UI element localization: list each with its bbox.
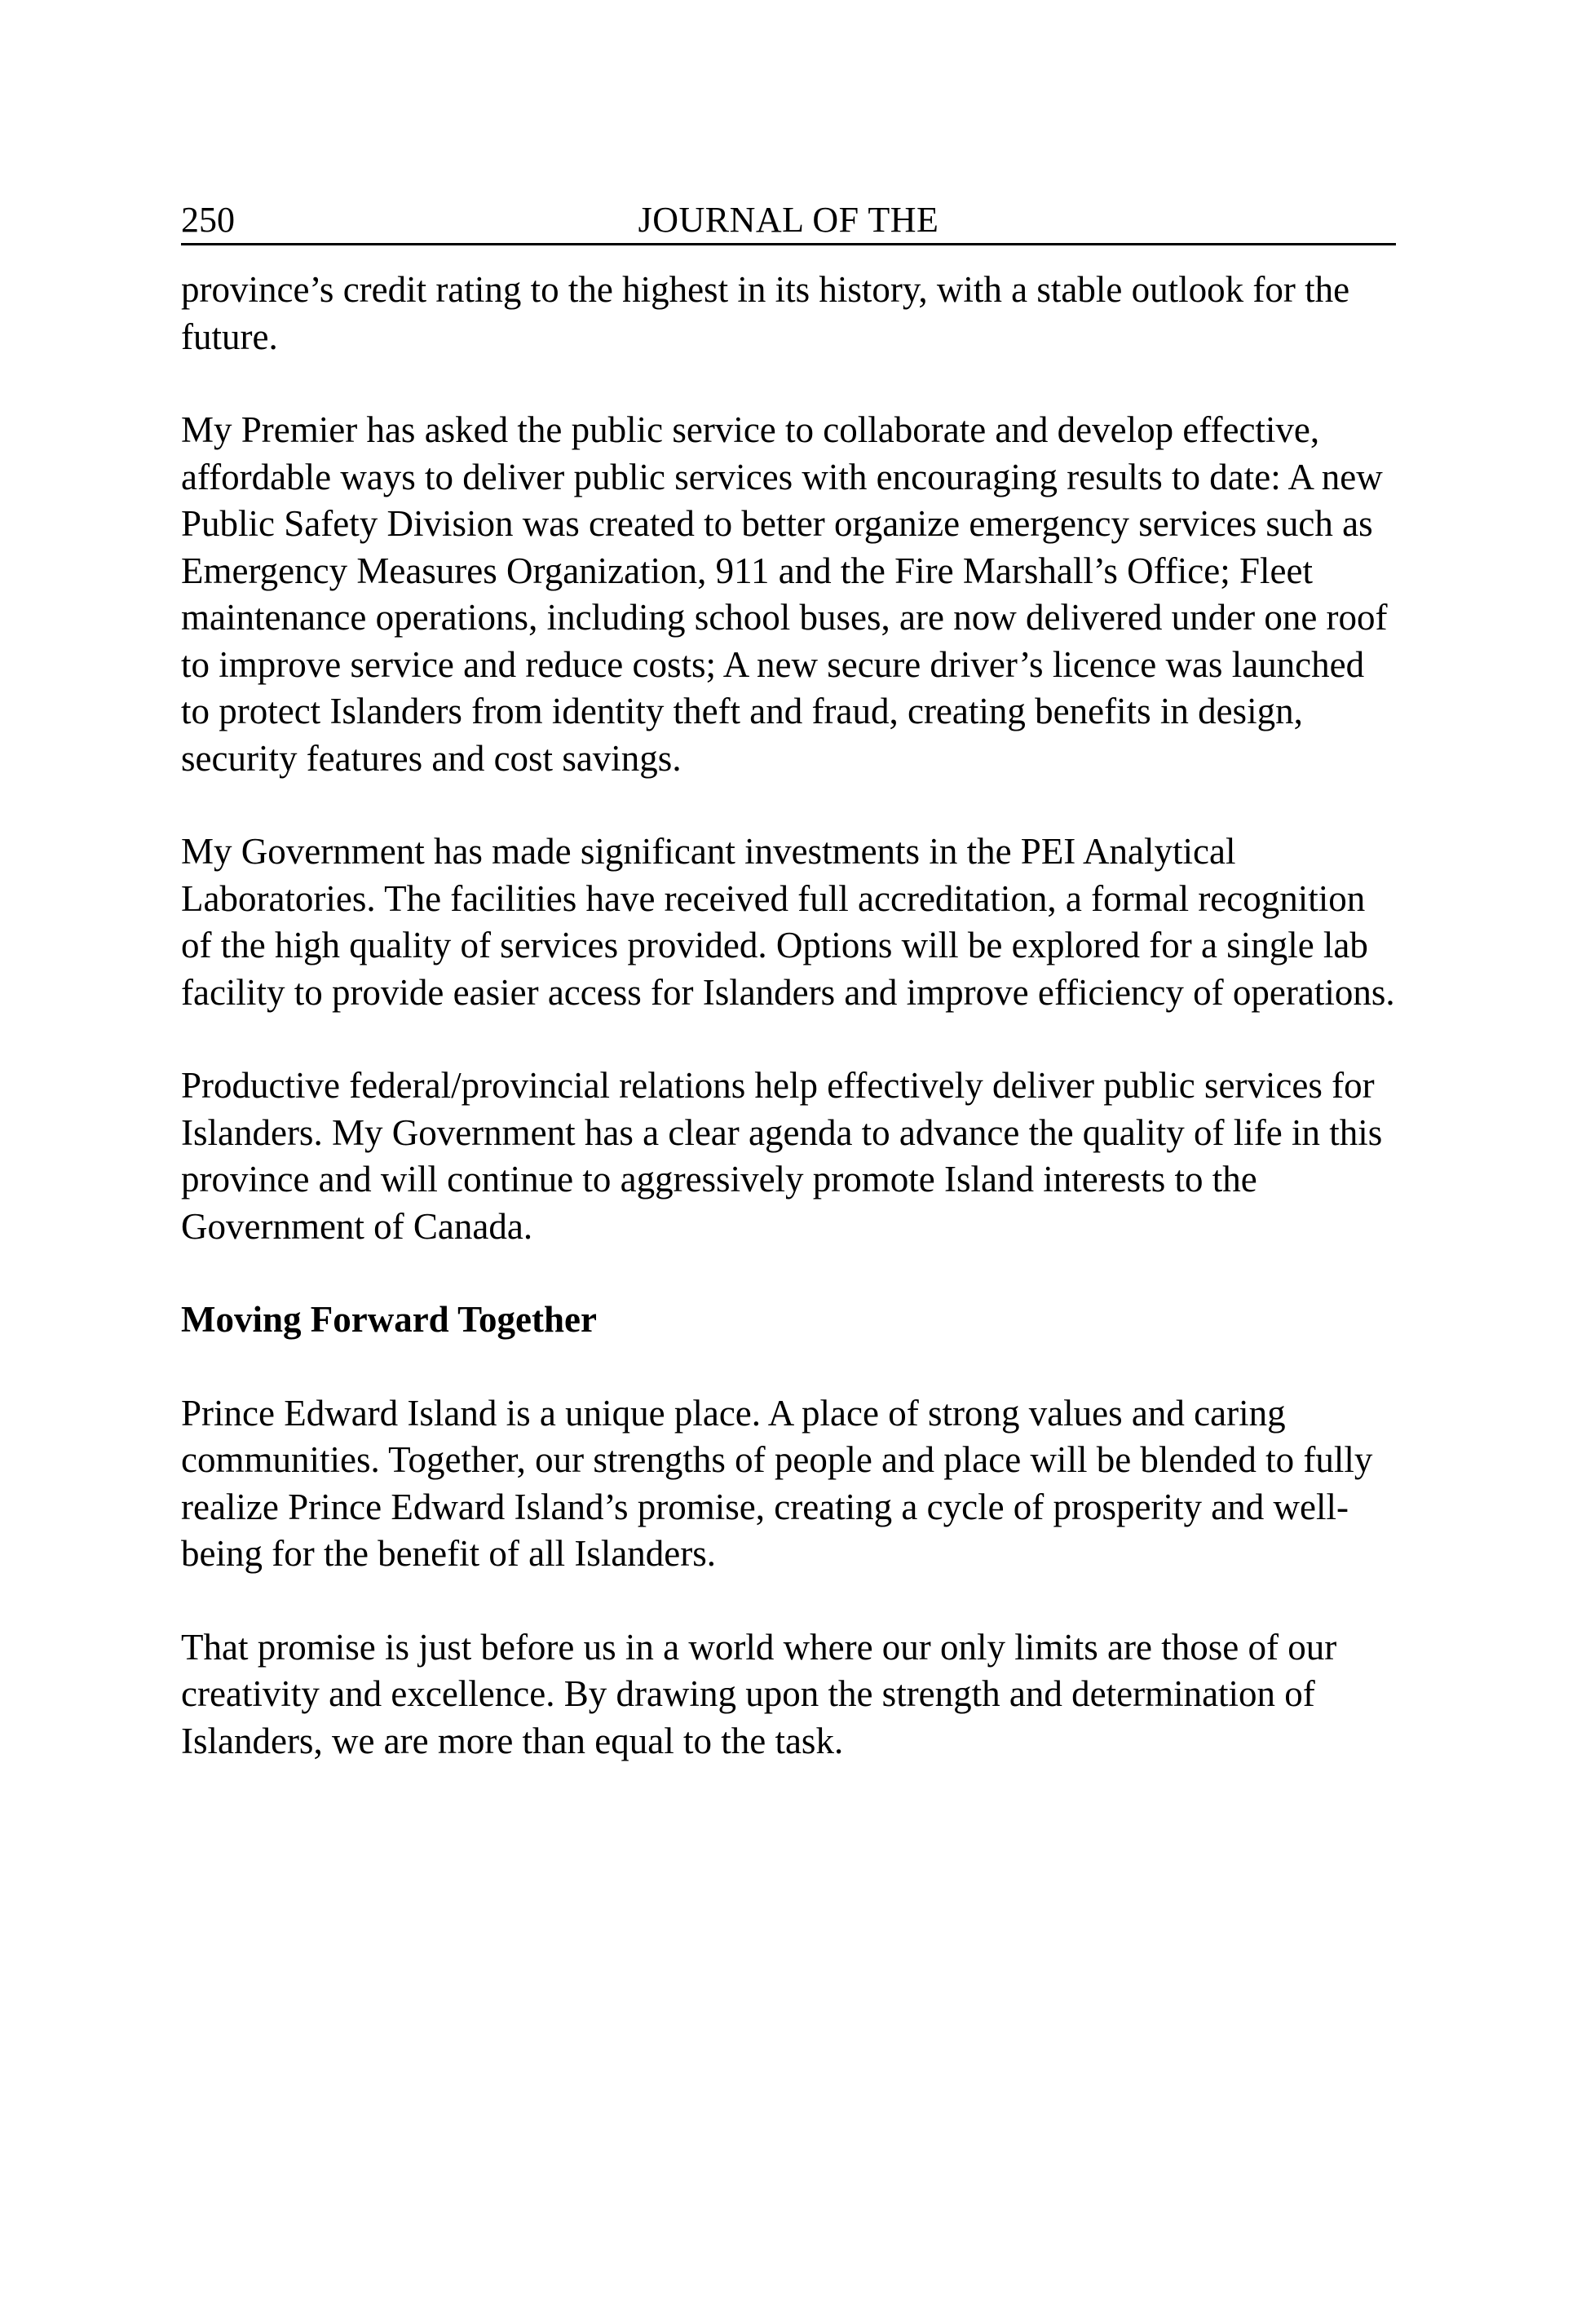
paragraph-federal-provincial-relations: Productive federal/provincial relations help effectively deliver public services for Islanders. My Government has a clear agenda to advance the quality of life in this province and will continue to aggressively promote Island interests to the Government of Canada. [181,1065,1383,1247]
journal-title: JOURNAL OF THE [638,200,939,240]
page-number: 250 [181,200,235,240]
paragraph-unique-place: Prince Edward Island is a unique place. A place of strong values and caring communities. Together, our strengths of people and place will be blended to fully realize Prince Edward Island’s promise, creating a cycle of prosperity and well-being for the benefit of all Islanders. [181,1392,1373,1574]
section-heading: Moving Forward Together [181,1299,597,1340]
running-header [181,194,1396,245]
paragraph-credit-rating: province’s credit rating to the highest in its history, with a stable outlook for the future. [181,269,1350,357]
document-body [181,267,1396,1765]
document-page [181,194,1396,1811]
paragraph-analytical-laboratories: My Government has made significant investments in the PEI Analytical Laboratories. The facilities have received full accreditation, a formal recognition of the high quality of services provided. Options will be explored for a single lab facility to provide easier access for Islanders and improve efficiency of operations. [181,831,1395,1013]
paragraph-public-service: My Premier has asked the public service to collaborate and develop effective, affordable ways to deliver public services with encouraging results to date: A new Public Safety Division was created to better organize emergency services such as Emergency Measures Organization, 911 and the Fire Marshall’s Office; Fleet maintenance operations, including school buses, are now delivered under one roof to improve service and reduce costs; A new secure driver’s licence was launched to protect Islanders from identity theft and fraud, creating benefits in design, security features and cost savings. [181,409,1388,779]
paragraph-promise: That promise is just before us in a world where our only limits are those of our creativity and excellence. By drawing upon the strength and determination of Islanders, we are more than equal to the task. [181,1626,1337,1761]
